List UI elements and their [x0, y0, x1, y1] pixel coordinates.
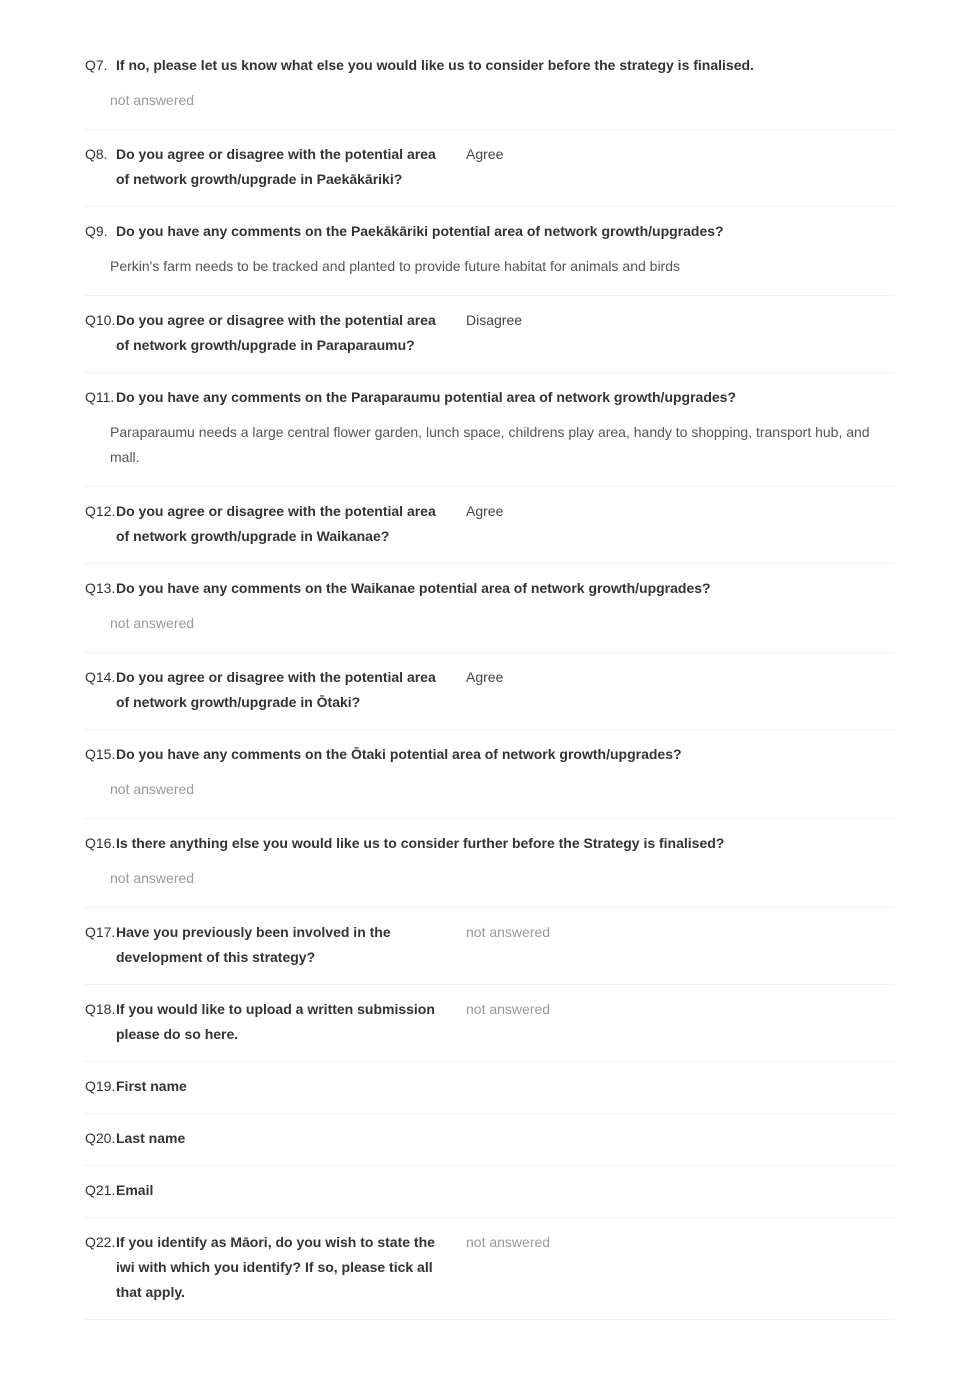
question-number: Q10.: [85, 312, 116, 328]
question-text: Last name: [116, 1130, 186, 1146]
question-row: [85, 1126, 895, 1151]
question-row: [85, 665, 895, 715]
answer-value: not answered: [466, 1234, 551, 1250]
answer-value: Agree: [466, 146, 504, 162]
question-row: [85, 997, 895, 1047]
question-number: Q8.: [85, 146, 108, 162]
question-row: [85, 308, 895, 358]
question-number: Q22.: [85, 1234, 116, 1250]
question-item: [85, 985, 895, 1062]
answer-text: not answered: [110, 615, 195, 631]
question-text: Do you agree or disagree with the potential area of network growth/upgrade in Paraparaumu?: [116, 312, 436, 353]
question-text: Is there anything else you would like us to consider further before the Strategy is finalised?: [116, 835, 725, 851]
answer-value: not answered: [466, 1001, 551, 1017]
survey-response-list: [85, 53, 895, 1320]
question-text: Do you have any comments on the Paraparaumu potential area of network growth/upgrades?: [116, 389, 737, 405]
answer-text: Perkin's farm needs to be tracked and planted to provide future habitat for animals and birds: [110, 258, 681, 274]
question-number: Q16.: [85, 835, 116, 851]
question-number: Q9.: [85, 223, 108, 239]
answer-value: Agree: [466, 503, 504, 519]
question-row: [85, 742, 895, 767]
question-text: If you identify as Māori, do you wish to state the iwi with which you identify? If so, please tick all that apply.: [116, 1234, 435, 1300]
question-item: [85, 130, 895, 207]
question-item: [85, 1114, 895, 1166]
answer-text: not answered: [110, 870, 195, 886]
question-row: [85, 385, 895, 410]
answer-value: Agree: [466, 669, 504, 685]
question-row: [85, 53, 895, 78]
question-number: Q21.: [85, 1182, 116, 1198]
question-item: [85, 487, 895, 564]
answer-text: not answered: [110, 92, 195, 108]
question-text: Do you agree or disagree with the potential area of network growth/upgrade in Paekākāriki?: [116, 146, 436, 187]
question-item: [85, 53, 895, 130]
question-text: If you would like to upload a written submission please do so here.: [116, 1001, 435, 1042]
question-item: [85, 819, 895, 908]
question-text: If no, please let us know what else you would like us to consider before the strategy is finalised.: [116, 57, 754, 73]
question-row: [85, 142, 895, 192]
question-item: [85, 207, 895, 296]
question-number: Q14.: [85, 669, 116, 685]
question-text: Have you previously been involved in the development of this strategy?: [116, 924, 391, 965]
question-row: [85, 576, 895, 601]
question-text: Do you have any comments on the Waikanae potential area of network growth/upgrades?: [116, 580, 711, 596]
question-row: [85, 499, 895, 549]
question-number: Q15.: [85, 746, 116, 762]
question-number: Q13.: [85, 580, 116, 596]
question-row: [85, 1074, 895, 1099]
question-item: [85, 730, 895, 819]
question-item: [85, 908, 895, 985]
question-item: [85, 1218, 895, 1320]
answer-text: not answered: [110, 781, 195, 797]
question-item: [85, 1166, 895, 1218]
question-item: [85, 373, 895, 487]
question-number: Q11.: [85, 389, 115, 405]
question-item: [85, 1062, 895, 1114]
answer-text: Paraparaumu needs a large central flower garden, lunch space, childrens play area, handy to shopping, transport hub, and mall.: [110, 424, 870, 465]
question-row: [85, 1230, 895, 1305]
question-row: [85, 219, 895, 244]
question-text: Email: [116, 1182, 154, 1198]
question-number: Q19.: [85, 1078, 116, 1094]
question-number: Q20.: [85, 1130, 116, 1146]
question-text: Do you have any comments on the Ōtaki potential area of network growth/upgrades?: [116, 746, 682, 762]
question-item: [85, 564, 895, 653]
question-number: Q17.: [85, 924, 116, 940]
question-text: Do you agree or disagree with the potential area of network growth/upgrade in Waikanae?: [116, 503, 436, 544]
answer-value: not answered: [466, 924, 551, 940]
question-number: Q12.: [85, 503, 116, 519]
question-row: [85, 920, 895, 970]
question-row: [85, 1178, 895, 1203]
question-number: Q7.: [85, 57, 108, 73]
question-item: [85, 296, 895, 373]
question-number: Q18.: [85, 1001, 116, 1017]
question-text: First name: [116, 1078, 187, 1094]
answer-value: Disagree: [466, 312, 523, 328]
question-text: Do you have any comments on the Paekākāriki potential area of network growth/upgrades?: [116, 223, 724, 239]
question-row: [85, 831, 895, 856]
question-text: Do you agree or disagree with the potential area of network growth/upgrade in Ōtaki?: [116, 669, 436, 710]
question-item: [85, 653, 895, 730]
